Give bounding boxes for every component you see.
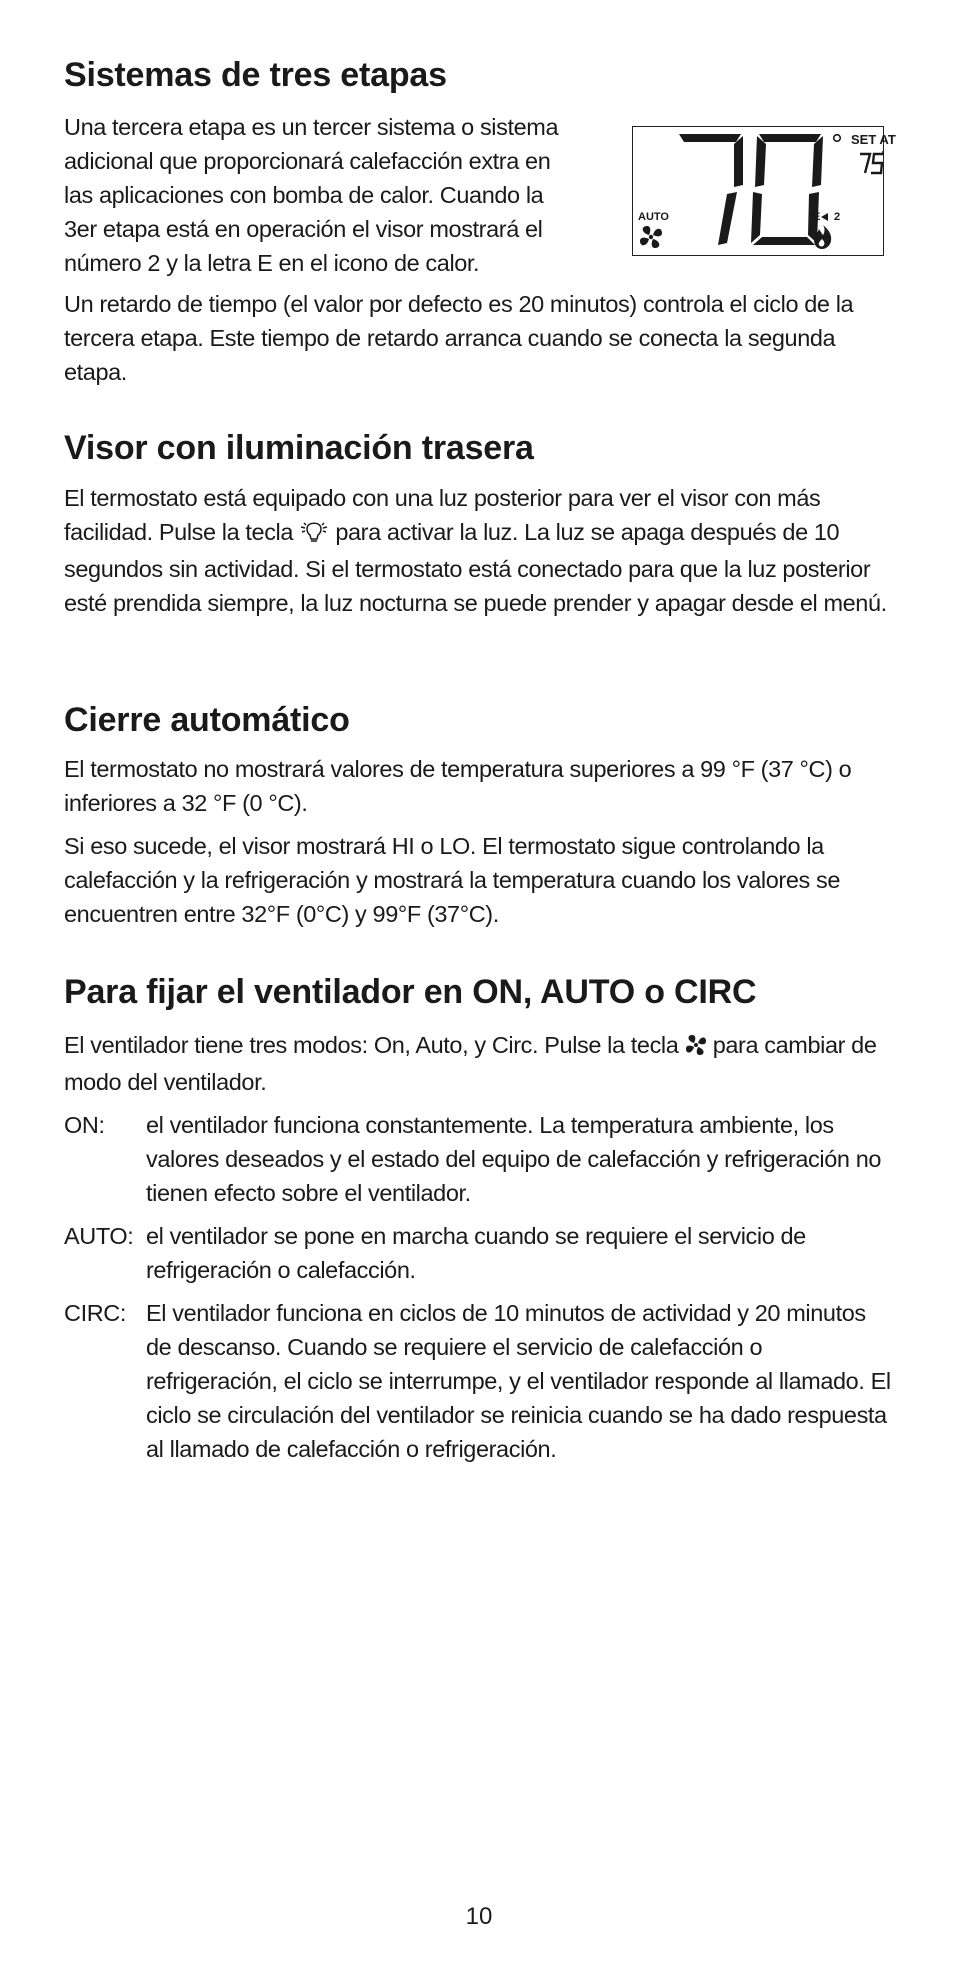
fan-intro [64,1028,894,1099]
fan-mode-circ [64,1296,894,1466]
backlight-text-2: para activar la luz. La luz se apaga después de 10 segundos sin actividad. Si el termostato está conectado para que la luz posterior esté prendida siempre, la luz nocturna se puede prender y apagar desde el menú. [64,519,887,616]
light-icon [299,518,329,552]
fan-mode-desc: el ventilador se pone en marcha cuando se requiere el servicio de refrigeración o calefacción. [146,1223,806,1283]
page-number: 10 [465,1903,493,1930]
fan-mode-auto [64,1219,894,1287]
fan-mode-term: ON: [64,1112,105,1138]
fan-mode-desc: el ventilador funciona constantemente. La temperatura ambiente, los valores deseados y el estado del equipo de calefacción y refrigeración no tienen efecto sobre el ventilador. [146,1112,882,1206]
set-at-label: SET AT [851,132,896,147]
three-stage-paragraph-2: Un retardo de tiempo (el valor por defecto es 20 minutos) controla el ciclo de la tercera etapa. Este tiempo de retardo arranca cuando se conecta la segunda etapa. [64,291,854,385]
auto-lockout-paragraph-1: El termostato no mostrará valores de temperatura superiores a 99 °F (37 °C) o inferiores a 32 °F (0 °C). [64,756,852,816]
digit-zero [751,134,823,245]
three-stage-line: 3er etapa está en operación el visor mostrará el [64,216,543,242]
degree-symbol [834,135,841,142]
set-at-value [860,154,884,173]
fan-block [64,1028,894,1466]
backlight-paragraph [64,481,894,620]
fan-intro-text-2: para cambiar de modo del ventilador. [64,1032,877,1095]
stage-number: 2 [834,211,841,223]
three-stage-line: número 2 y la letra E en el icono de calor. [64,250,480,276]
fan-mode-on [64,1108,894,1210]
fan-mode-desc: El ventilador funciona en ciclos de 10 minutos de actividad y 20 minutos de descanso. Cuando se requiere el servicio de calefacción o refrigeración, el ciclo se interrumpe, y el ventilador responde al llamado. El ciclo se circulación del ventilador se reinicia cuando se ha dado respuesta al llamado de calefacción o refrigeración. [146,1300,891,1462]
fan-mode-term: CIRC: [64,1300,126,1326]
three-stage-paragraph-1 [64,110,624,280]
thermostat-display-graphic [633,127,896,254]
fan-intro-text-1: El ventilador tiene tres modos: On, Auto, y Circ. Pulse la tecla [64,1032,679,1058]
auto-label: AUTO [638,211,669,223]
thermostat-display [632,126,896,256]
stage-letter: E [813,211,821,223]
auto-lockout-block [64,752,894,931]
backlight-text-1: El termostato está equipado con una luz posterior para ver el visor con más facilidad. Pulse la tecla [64,485,821,545]
fan-icon [640,226,662,248]
section-heading-auto-lockout: Cierre automático [64,701,350,739]
section-heading-backlight: Visor con iluminación trasera [64,429,534,467]
fan-mode-term: AUTO: [64,1223,134,1249]
three-stage-line: las aplicaciones con bomba de calor. Cuando la [64,182,544,208]
auto-lockout-paragraph-2: Si eso sucede, el visor mostrará HI o LO. El termostato sigue controlando la calefacción y la refrigeración y mostrará la temperatura cuando los valores se encuentren entre 32°F (0°C) y 99°F (37°C). [64,833,841,927]
section-heading-three-stage: Sistemas de tres etapas [64,56,447,94]
set-at-degree [882,151,884,153]
fan-icon [685,1031,707,1065]
stage-arrow-icon [821,213,828,221]
digit-seven [679,134,743,245]
three-stage-line: adicional que proporcionará calefacción extra en [64,148,551,174]
section-heading-fan: Para fijar el ventilador en ON, AUTO o CIRC [64,973,757,1011]
three-stage-line: Una tercera etapa es un tercer sistema o sistema [64,114,559,140]
fan-mode-list [64,1108,894,1466]
